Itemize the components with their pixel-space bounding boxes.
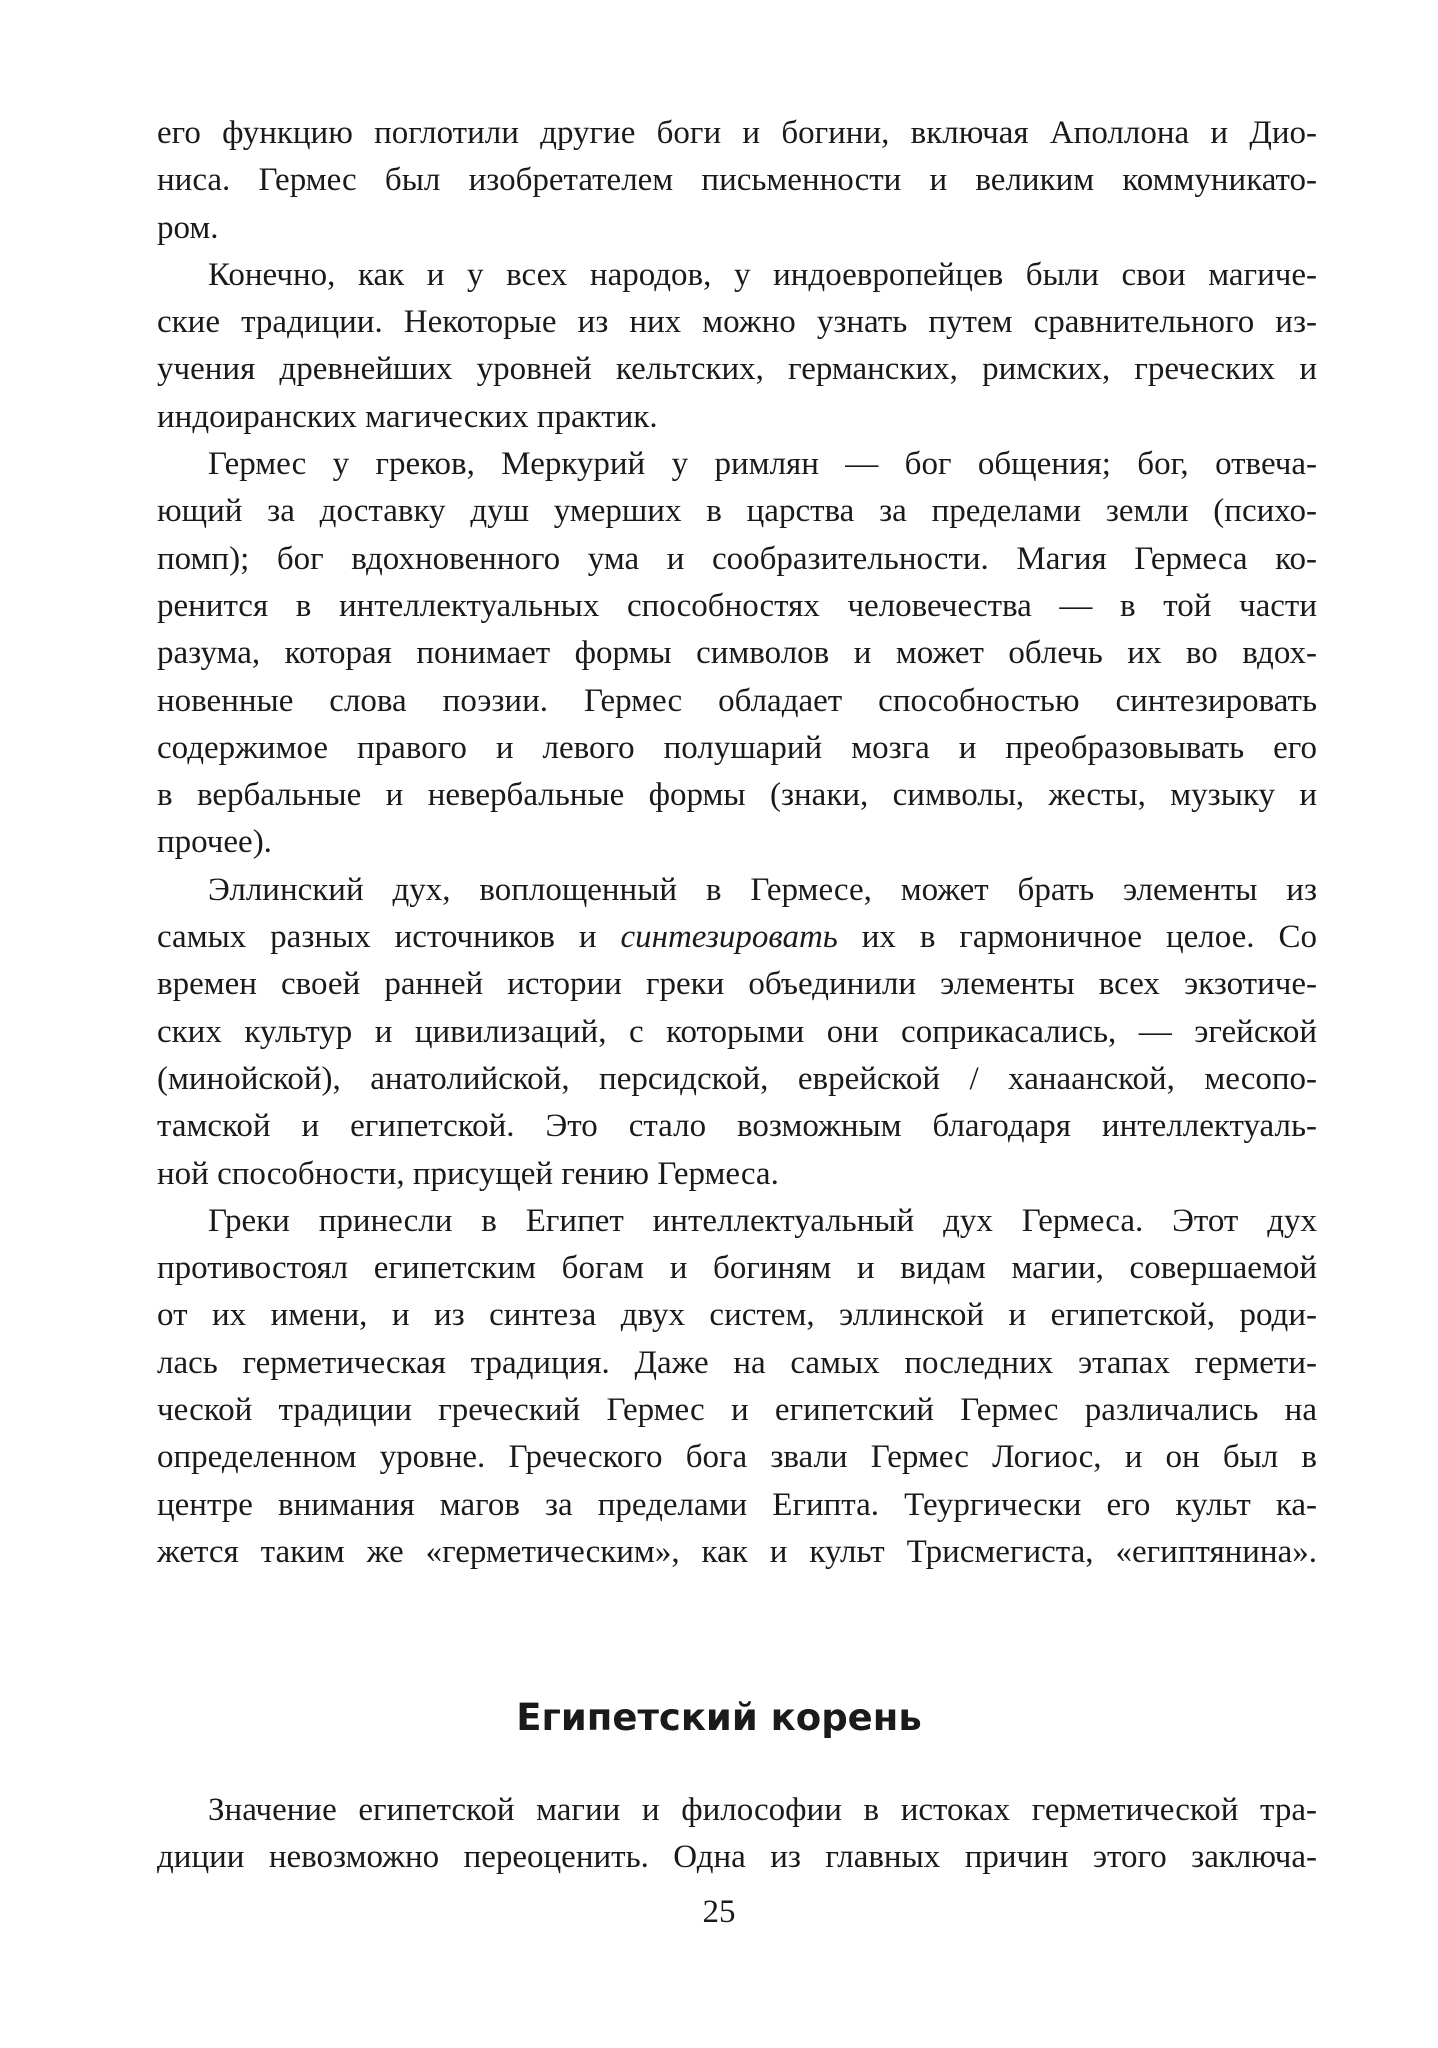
text-line: противостоял египетским богам и богиням и видам магии, совершаемой <box>157 1250 1317 1287</box>
text-line: Греки принесли в Египет интеллектуальный дух Гермеса. Этот дух <box>208 1202 1317 1239</box>
text-line: прочее). <box>157 824 272 861</box>
text-line: Значение египетской магии и философии в истоках герметической тра- <box>208 1792 1317 1828</box>
text-line: Эллинский дух, воплощенный в Гермесе, может брать элементы из <box>208 871 1317 908</box>
text-line: ром. <box>157 209 219 246</box>
section-heading: Египетский корень <box>516 1696 922 1739</box>
text-line: диции невозможно переоценить. Одна из главных причин этого заключа- <box>157 1839 1317 1876</box>
text-line: разума, которая понимает формы символов и может облечь их во вдох- <box>157 635 1317 672</box>
text-line: помп); бог вдохновенного ума и сообразительности. Магия Гермеса ко- <box>157 540 1317 577</box>
text-line: ские традиции. Некоторые из них можно узнать путем сравнительного из- <box>157 304 1317 341</box>
italic-term: синтезировать <box>620 919 838 956</box>
text-line: времен своей ранней истории греки объединили элементы всех экзотиче- <box>157 966 1317 1003</box>
text-line: его функцию поглотили другие боги и богини, включая Аполлона и Дио- <box>157 115 1317 151</box>
page-number: 25 <box>702 1894 736 1930</box>
text-line: ной способности, присущей гению Гермеса. <box>157 1155 779 1192</box>
text-line: индоиранских магических практик. <box>157 398 658 435</box>
text-line: от их имени, и из синтеза двух систем, эллинской и египетской, роди- <box>157 1297 1317 1334</box>
text-segment: самых разных источников и <box>157 919 621 956</box>
text-line: ниса. Гермес был изобретателем письменности и великим коммуникато- <box>157 162 1317 199</box>
text-line: ренится в интеллектуальных способностях человечества — в той части <box>157 587 1317 624</box>
text-line-with-italic <box>157 914 1317 961</box>
text-line: центре внимания магов за пределами Египта. Теургически его культ ка- <box>157 1486 1317 1523</box>
text-line: тамской и египетской. Это стало возможным благодаря интеллектуаль- <box>157 1108 1317 1145</box>
text-line: (минойской), анатолийской, персидской, еврейской / ханаанской, месопо- <box>157 1060 1317 1097</box>
text-segment: их в гармоничное целое. Со <box>837 919 1317 956</box>
text-line: новенные слова поэзии. Гермес обладает способностью синтезировать <box>157 682 1317 719</box>
text-line: лась герметическая традиция. Даже на самых последних этапах гермети- <box>157 1344 1317 1381</box>
text-line: учения древнейших уровней кельтских, германских, римских, греческих и <box>157 351 1317 388</box>
text-line: Гермес у греков, Меркурий у римлян — бог общения; бог, отвеча- <box>208 446 1317 483</box>
text-line: ческой традиции греческий Гермес и египетский Гермес различались на <box>157 1392 1317 1429</box>
text-line: определенном уровне. Греческого бога звали Гермес Логиос, и он был в <box>157 1439 1317 1476</box>
after-heading-text <box>157 1787 1317 1882</box>
body-text <box>157 110 1317 1576</box>
text-line: жется таким же «герметическим», как и культ Трисмегиста, «египтянина». <box>157 1533 1317 1570</box>
text-line: в вербальные и невербальные формы (знаки, символы, жесты, музыку и <box>157 777 1317 814</box>
text-line: содержимое правого и левого полушарий мозга и преобразовывать его <box>157 729 1317 766</box>
text-line: ющий за доставку душ умерших в царства за пределами земли (психо- <box>157 493 1317 530</box>
text-line: Конечно, как и у всех народов, у индоевропейцев были свои магиче- <box>208 256 1317 293</box>
text-line: ских культур и цивилизаций, с которыми они соприкасались, — эгейской <box>157 1013 1317 1050</box>
